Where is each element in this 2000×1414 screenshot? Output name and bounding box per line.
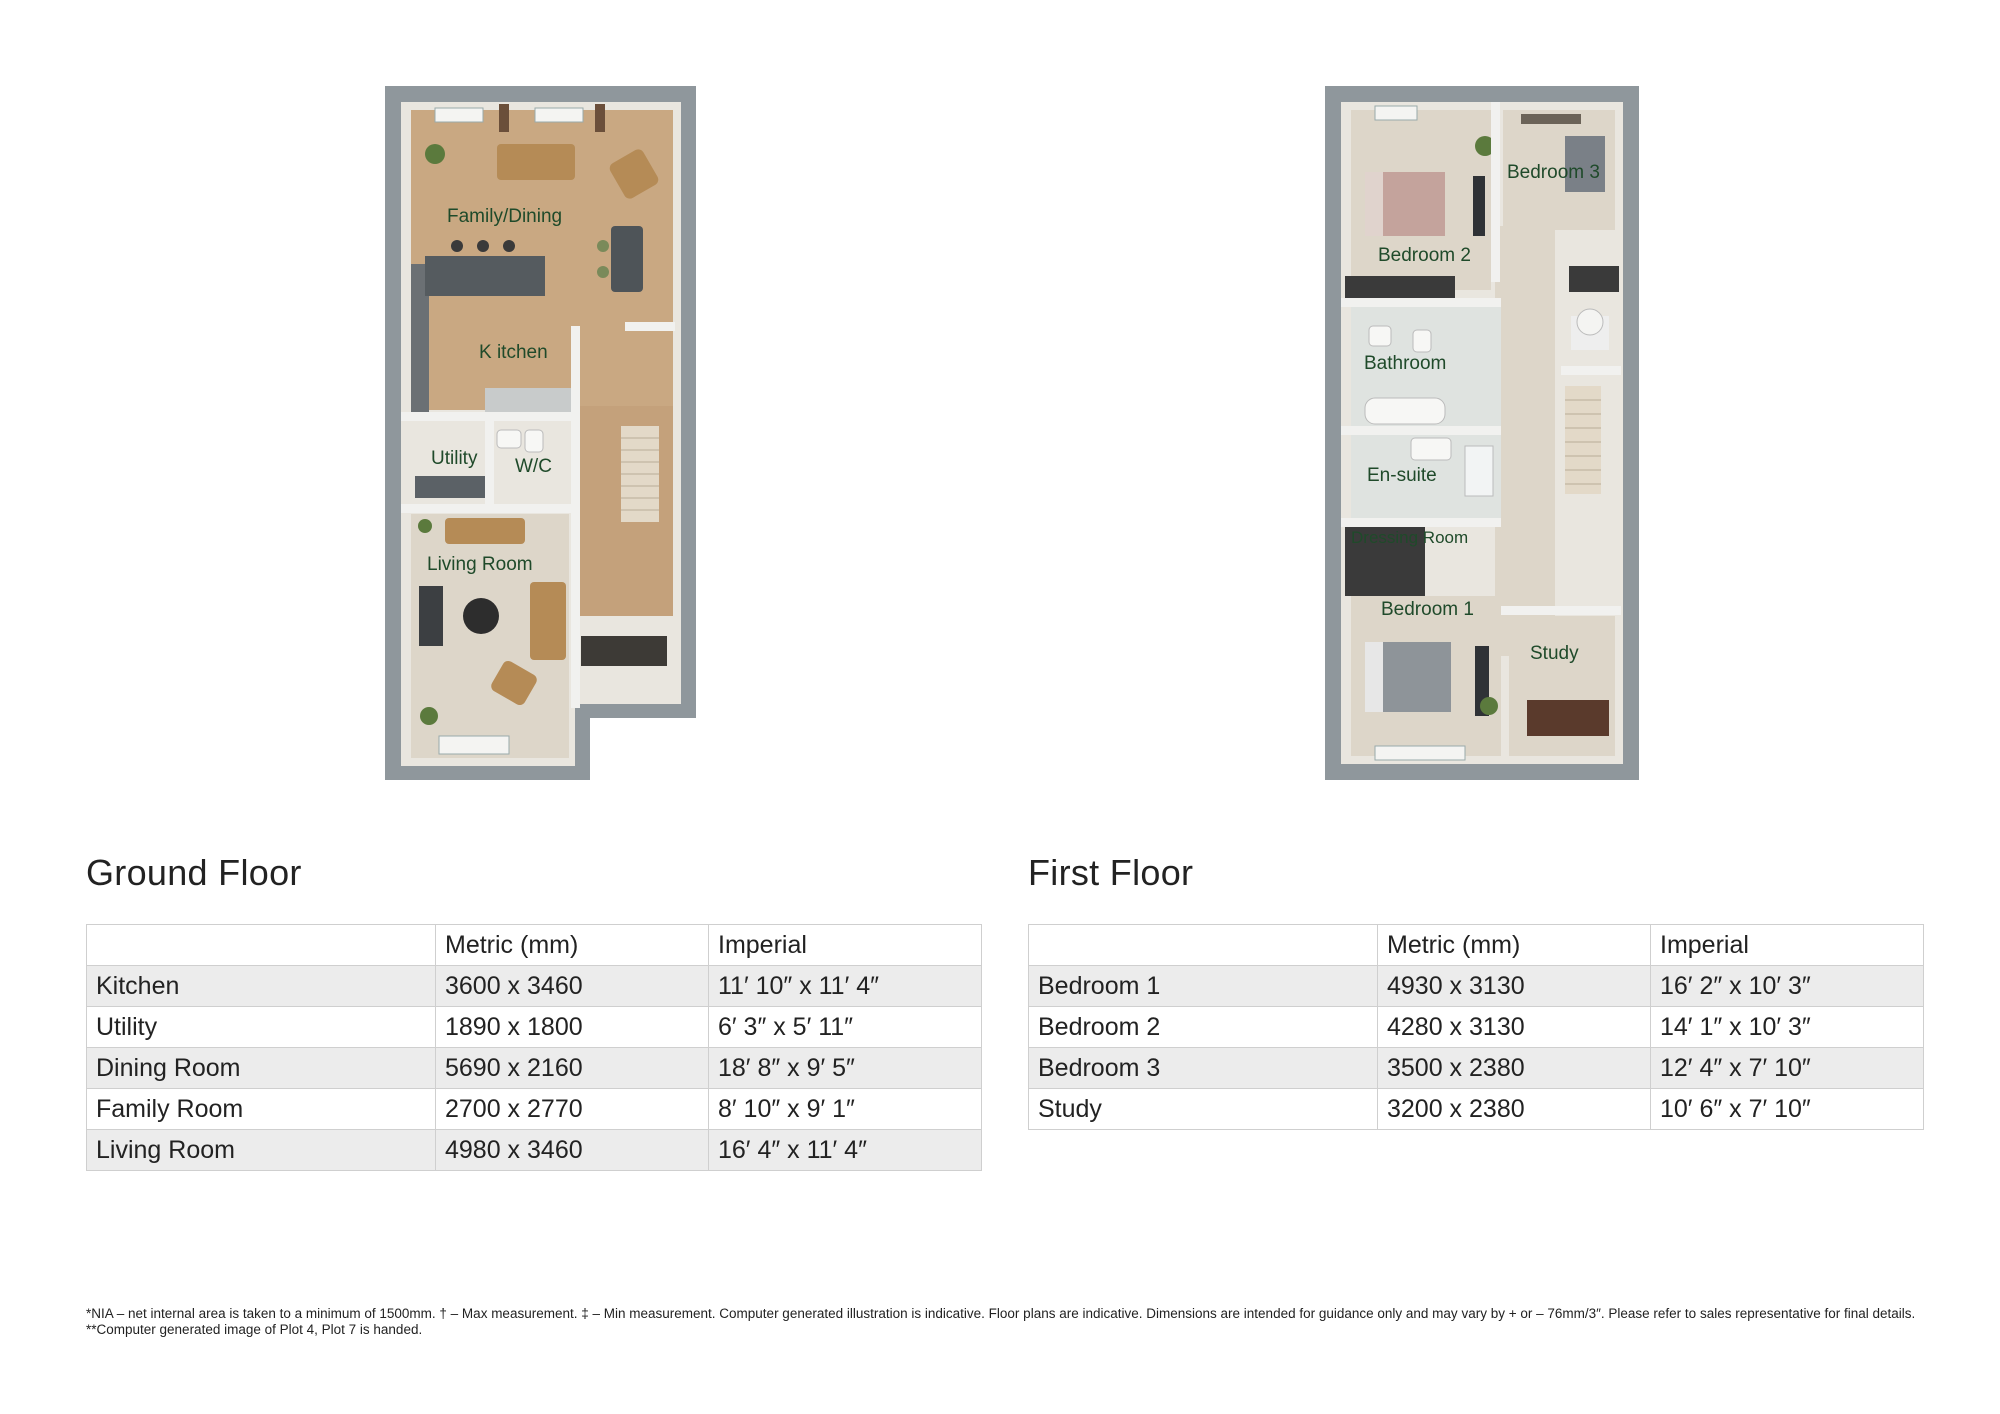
table-row bbox=[87, 966, 982, 1007]
coffee-table bbox=[463, 598, 499, 634]
room-imperial: 8′ 10″ x 9′ 1″ bbox=[709, 1089, 982, 1130]
door-mat bbox=[581, 636, 667, 666]
plan-label-kitchen: K itchen bbox=[479, 342, 548, 363]
plan-label-wc: W/C bbox=[515, 456, 552, 477]
room-metric: 4280 x 3130 bbox=[1378, 1007, 1651, 1048]
room-metric: 4980 x 3460 bbox=[436, 1130, 709, 1171]
room-name: Family Room bbox=[87, 1089, 436, 1130]
kitchen-counter-bottom bbox=[485, 388, 573, 414]
table-row bbox=[1029, 966, 1924, 1007]
room-metric: 4930 x 3130 bbox=[1378, 966, 1651, 1007]
room-name: Living Room bbox=[87, 1130, 436, 1171]
table-row bbox=[1029, 1007, 1924, 1048]
plan-label-bedroom-2: Bedroom 2 bbox=[1378, 245, 1471, 266]
room-imperial: 14′ 1″ x 10′ 3″ bbox=[1651, 1007, 1924, 1048]
stairs bbox=[1565, 386, 1601, 494]
plan-label-bedroom-3: Bedroom 3 bbox=[1507, 162, 1600, 183]
room-metric: 5690 x 2160 bbox=[436, 1048, 709, 1089]
room-metric: 3600 x 3460 bbox=[436, 966, 709, 1007]
first-floor-title: First Floor bbox=[1028, 852, 1194, 893]
ground-floor-plan bbox=[385, 86, 697, 781]
room-name: Bedroom 2 bbox=[1029, 1007, 1378, 1048]
room-imperial: 12′ 4″ x 7′ 10″ bbox=[1651, 1048, 1924, 1089]
room-imperial: 10′ 6″ x 7′ 10″ bbox=[1651, 1089, 1924, 1130]
table-row bbox=[87, 1048, 982, 1089]
ground-floor-dimensions-table bbox=[86, 924, 982, 1171]
table-row bbox=[1029, 1089, 1924, 1130]
room-metric: 1890 x 1800 bbox=[436, 1007, 709, 1048]
table-header-row bbox=[87, 925, 982, 966]
room-imperial: 6′ 3″ x 5′ 11″ bbox=[709, 1007, 982, 1048]
ground-floor-title: Ground Floor bbox=[86, 852, 302, 893]
table-header-metric: Metric (mm) bbox=[1378, 925, 1651, 966]
room-metric: 2700 x 2770 bbox=[436, 1089, 709, 1130]
room-name: Kitchen bbox=[87, 966, 436, 1007]
table-header-metric: Metric (mm) bbox=[436, 925, 709, 966]
sofa bbox=[497, 144, 575, 180]
table-row bbox=[1029, 1048, 1924, 1089]
table-header-imperial: Imperial bbox=[1651, 925, 1924, 966]
table-header-room bbox=[1029, 925, 1378, 966]
plan-label-bathroom: Bathroom bbox=[1364, 353, 1447, 374]
room-imperial: 16′ 4″ x 11′ 4″ bbox=[709, 1130, 982, 1171]
room-name: Bedroom 1 bbox=[1029, 966, 1378, 1007]
room-metric: 3500 x 2380 bbox=[1378, 1048, 1651, 1089]
table-header-row bbox=[1029, 925, 1924, 966]
room-name: Study bbox=[1029, 1089, 1378, 1130]
kitchen-island bbox=[425, 256, 545, 296]
table-row bbox=[87, 1089, 982, 1130]
first-floor-plan bbox=[1325, 86, 1640, 781]
room-metric: 3200 x 2380 bbox=[1378, 1089, 1651, 1130]
plan-label-ensuite: En-suite bbox=[1367, 465, 1437, 486]
room-name: Bedroom 3 bbox=[1029, 1048, 1378, 1089]
study-desk bbox=[1527, 700, 1609, 736]
stairs bbox=[621, 426, 659, 522]
plan-label-dressing-room: Dressing Room bbox=[1351, 528, 1469, 547]
first-floor-dimensions-table bbox=[1028, 924, 1924, 1130]
plan-label-bedroom-1: Bedroom 1 bbox=[1381, 599, 1474, 620]
plan-label-living-room: Living Room bbox=[427, 554, 533, 575]
table-header-room bbox=[87, 925, 436, 966]
dining-table bbox=[611, 226, 643, 292]
room-imperial: 16′ 2″ x 10′ 3″ bbox=[1651, 966, 1924, 1007]
utility-counter bbox=[415, 476, 485, 498]
plan-label-family-dining: Family/Dining bbox=[447, 206, 563, 227]
table-row bbox=[87, 1130, 982, 1171]
bath bbox=[1365, 398, 1445, 424]
plan-label-utility: Utility bbox=[431, 448, 478, 469]
room-name: Dining Room bbox=[87, 1048, 436, 1089]
disclaimer-footnote: *NIA – net internal area is taken to a minimum of 1500mm. † – Max measurement. ‡ – Min measurement. Computer generated illustration is indicative. Floor plans are indicative. Dimensions are intended for guidance only and may vary by + or – 76mm/3″. Please refer to sales representative for final details. **Computer generated image of Plot 4, Plot 7 is handed. bbox=[86, 1306, 1916, 1337]
room-imperial: 18′ 8″ x 9′ 5″ bbox=[709, 1048, 982, 1089]
landing-floor bbox=[1495, 226, 1555, 656]
table-header-imperial: Imperial bbox=[709, 925, 982, 966]
plan-label-study: Study bbox=[1530, 643, 1579, 664]
table-row bbox=[87, 1007, 982, 1048]
room-name: Utility bbox=[87, 1007, 436, 1048]
room-imperial: 11′ 10″ x 11′ 4″ bbox=[709, 966, 982, 1007]
